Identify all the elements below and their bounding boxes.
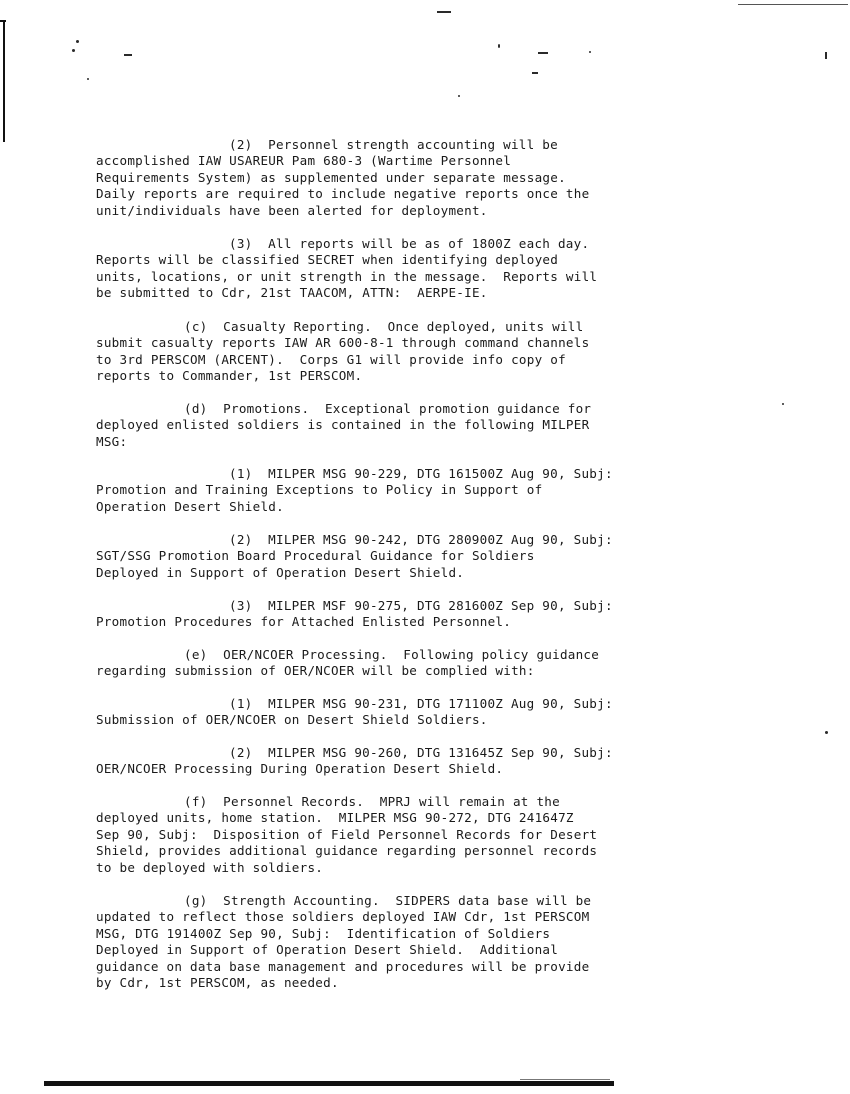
- paragraph-personnel-records: [96, 794, 736, 876]
- text-line: accomplished IAW USAREUR Pam 680-3 (Wartime Personnel: [96, 153, 512, 169]
- text-line: updated to reflect those soldiers deployed IAW Cdr, 1st PERSCOM: [96, 909, 590, 925]
- text-line: (3) All reports will be as of 1800Z each day.: [229, 236, 590, 251]
- text-line: SGT/SSG Promotion Board Procedural Guidance for Soldiers: [96, 548, 535, 564]
- text-line: be submitted to Cdr, 21st TAACOM, ATTN: AERPE-IE.: [96, 285, 488, 301]
- text-line: to 3rd PERSCOM (ARCENT). Corps G1 will provide info copy of: [96, 351, 566, 367]
- text-line: regarding submission of OER/NCOER will be complied with:: [96, 663, 535, 679]
- text-line: (2) Personnel strength accounting will be: [229, 137, 558, 152]
- scan-speck: [498, 44, 500, 48]
- paragraph-reports: [96, 236, 736, 302]
- paragraph-promotion-msg-3: [96, 598, 736, 631]
- text-line: reports to Commander, 1st PERSCOM.: [96, 368, 363, 384]
- scan-speck: [124, 54, 132, 56]
- text-line: (3) MILPER MSF 90-275, DTG 281600Z Sep 90, Subj:: [229, 598, 613, 613]
- text-line: Shield, provides additional guidance regarding personnel records: [96, 843, 598, 859]
- text-line: (g) Strength Accounting. SIDPERS data base will be: [184, 893, 592, 908]
- text-line: (e) OER/NCOER Processing. Following policy guidance: [184, 647, 600, 662]
- scan-artifact-line: [520, 1079, 610, 1080]
- paragraph-oer-msg-2: [96, 745, 736, 778]
- scan-speck: [437, 11, 451, 13]
- scan-speck: [87, 78, 89, 80]
- text-line: Promotion Procedures for Attached Enlisted Personnel.: [96, 614, 512, 630]
- page-bottom-rule: [44, 1081, 614, 1086]
- scan-speck: [72, 49, 75, 52]
- text-line: Submission of OER/NCOER on Desert Shield Soldiers.: [96, 712, 488, 728]
- text-line: units, locations, or unit strength in the message. Reports will: [96, 268, 598, 284]
- text-line: (1) MILPER MSG 90-231, DTG 171100Z Aug 90, Subj:: [229, 696, 613, 711]
- paragraph-promotion-msg-1: [96, 466, 736, 515]
- text-line: by Cdr, 1st PERSCOM, as needed.: [96, 975, 339, 991]
- paragraph-oer-ncoer-processing: [96, 647, 736, 680]
- text-line: deployed enlisted soldiers is contained in the following MILPER: [96, 417, 590, 433]
- scan-artifact-line: [738, 4, 848, 5]
- scan-speck: [538, 52, 548, 54]
- text-line: Reports will be classified SECRET when identifying deployed: [96, 252, 559, 268]
- text-line: Promotion and Training Exceptions to Policy in Support of: [96, 482, 543, 498]
- text-line: guidance on data base management and procedures will be provide: [96, 958, 590, 974]
- scan-speck: [76, 40, 79, 43]
- text-line: MSG, DTG 191400Z Sep 90, Subj: Identification of Soldiers: [96, 925, 551, 941]
- text-line: (f) Personnel Records. MPRJ will remain at the: [184, 794, 560, 809]
- text-line: unit/individuals have been alerted for deployment.: [96, 202, 488, 218]
- paragraph-promotions: [96, 401, 736, 450]
- scan-artifact-bar: [3, 22, 5, 142]
- text-line: OER/NCOER Processing During Operation Desert Shield.: [96, 761, 504, 777]
- scan-speck: [782, 403, 784, 405]
- paragraph-oer-msg-1: [96, 696, 736, 729]
- text-line: (2) MILPER MSG 90-242, DTG 280900Z Aug 90, Subj:: [229, 532, 613, 547]
- text-line: (2) MILPER MSG 90-260, DTG 131645Z Sep 90, Subj:: [229, 745, 613, 760]
- scan-speck: [532, 72, 538, 74]
- text-line: Operation Desert Shield.: [96, 498, 284, 514]
- text-line: to be deployed with soldiers.: [96, 859, 324, 875]
- scan-speck: [825, 52, 827, 59]
- paragraph-promotion-msg-2: [96, 532, 736, 581]
- text-line: Deployed in Support of Operation Desert Shield.: [96, 564, 465, 580]
- scan-speck: [825, 731, 828, 734]
- text-line: (d) Promotions. Exceptional promotion guidance for: [184, 401, 592, 416]
- text-line: MSG:: [96, 433, 128, 449]
- text-line: (1) MILPER MSG 90-229, DTG 161500Z Aug 90, Subj:: [229, 466, 613, 481]
- text-line: deployed units, home station. MILPER MSG 90-272, DTG 241647Z: [96, 810, 574, 826]
- text-line: Deployed in Support of Operation Desert Shield. Additional: [96, 942, 559, 958]
- text-line: Requirements System) as supplemented under separate message.: [96, 169, 566, 185]
- scan-speck: [589, 51, 591, 53]
- text-line: submit casualty reports IAW AR 600-8-1 through command channels: [96, 335, 590, 351]
- scan-speck: [458, 95, 460, 97]
- paragraph-casualty-reporting: [96, 319, 736, 385]
- text-line: Sep 90, Subj: Disposition of Field Personnel Records for Desert: [96, 826, 598, 842]
- text-line: Daily reports are required to include negative reports once the: [96, 186, 590, 202]
- paragraph-strength-accounting: [96, 137, 736, 219]
- paragraph-strength-accounting-sidpers: [96, 893, 736, 991]
- text-line: (c) Casualty Reporting. Once deployed, units will: [184, 319, 584, 334]
